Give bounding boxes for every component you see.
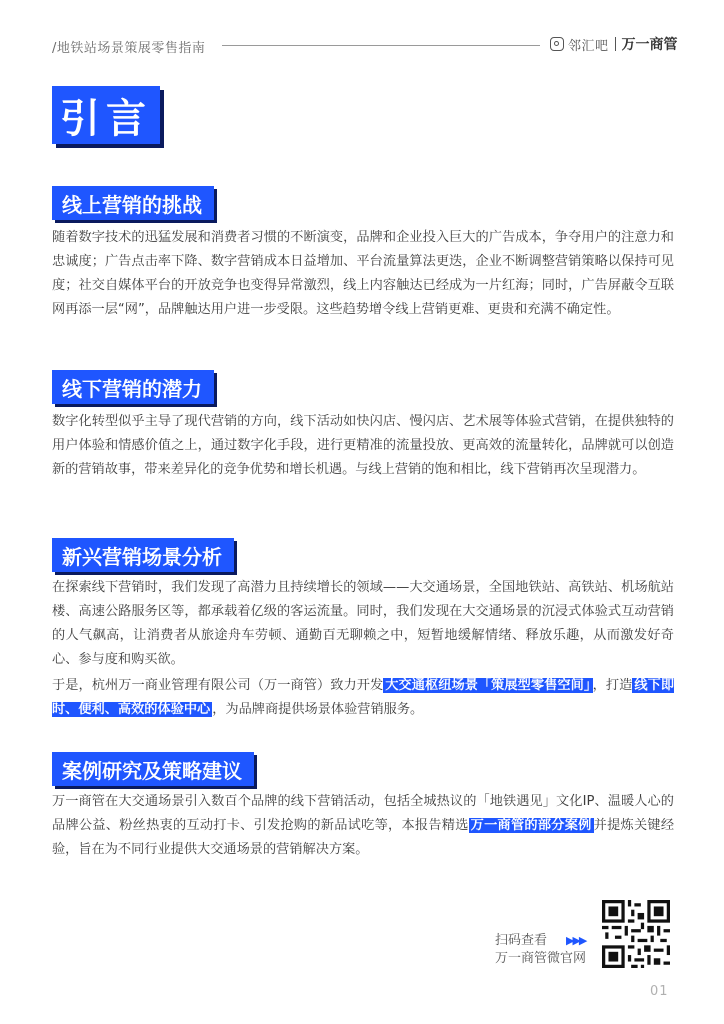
section-heading-scene-analysis: 新兴营销场景分析 — [52, 538, 234, 572]
highlight-text: 万一商管的部分案例 — [470, 818, 592, 833]
header-title: /地铁站场景策展零售指南 — [52, 41, 206, 56]
brand-name: 万一商管 — [621, 37, 678, 53]
arrow-right-icon: ▶▶▶ — [566, 934, 586, 947]
section-heading-case-study: 案例研究及策略建议 — [52, 752, 254, 786]
header-logo — [550, 35, 678, 53]
page-number: 01 — [650, 984, 669, 999]
logo-separator — [615, 37, 616, 51]
section-paragraph-highlighted — [52, 674, 674, 722]
qr-caption-line1: 扫码查看 — [495, 933, 548, 948]
paragraph-text: ，打造 — [592, 678, 633, 693]
section-heading-offline-potential: 线下营销的潜力 — [52, 370, 214, 404]
header-divider — [222, 45, 540, 46]
highlight-text: 线下即时、便利、高效的体验中心 — [52, 678, 675, 717]
highlight-text: 大交通枢纽场景「策展型零售空间」 — [385, 678, 591, 693]
logo-wordmark: 邻汇吧 — [568, 38, 609, 54]
section-heading-online-challenge: 线上营销的挑战 — [52, 186, 214, 220]
paragraph-text: 万一商管在大交通场景引入数百个品牌的线下营销活动，包括全城热议的「地铁遇见」文化IP、温暖人心的品牌公益、粉丝热衷的互动打卡、引发抢购的新品试吃等，本报告精选 — [52, 794, 674, 833]
qr-code-icon[interactable] — [602, 900, 670, 968]
qr-caption-line2: 万一商管微官网 — [495, 951, 587, 966]
section-paragraph: 在探索线下营销时，我们发现了高潜力且持续增长的领域——大交通场景，全国地铁站、高铁站、机场航站楼、高速公路服务区等，都承载着亿级的客运流量。同时，我们发现在大交通场景的沉浸式体验式互动营销的人气飙高，让消费者从旅途舟车劳顿、通勤百无聊赖之中，短暂地缓解情绪、释放乐趣，从而激发好奇心、参与度和购买欲。 — [52, 580, 674, 667]
section-paragraph: 随着数字技术的迅猛发展和消费者习惯的不断演变，品牌和企业投入巨大的广告成本，争夺用户的注意力和忠诚度；广告点击率下降、数字营销成本日益增加、平台流量算法更迭，企业不断调整营销策略以保持可见度；社交自媒体平台的开放竞争也变得异常激烈，线上内容触达已经成为一片红海；同时，广告屏蔽令互联网再添一层“网”，品牌触达用户进一步受限。这些趋势增令线上营销更难、更贵和充满不确定性。 — [52, 230, 674, 317]
intro-heading: 引言 — [52, 86, 160, 144]
linhuiba-logo-icon — [550, 37, 564, 51]
paragraph-text: ，为品牌商提供场景体验营销服务。 — [212, 702, 424, 717]
section-paragraph: 数字化转型似乎主导了现代营销的方向，线下活动如快闪店、慢闪店、艺术展等体验式营销，在提供独特的用户体验和情感价值之上，通过数字化手段，进行更精准的流量投放、更高效的流量转化，品牌就可以创造新的营销故事，带来差异化的竞争优势和增长机遇。与线上营销的饱和相比，线下营销再次呈现潜力。 — [52, 414, 674, 477]
section-paragraph-highlighted — [52, 790, 674, 862]
paragraph-text: 于是，杭州万一商业管理有限公司（万一商管）致力开发 — [52, 678, 384, 693]
paragraph-text: 并提炼关键经验，旨在为不同行业提供大交通场景的营销解决方案。 — [52, 818, 675, 857]
